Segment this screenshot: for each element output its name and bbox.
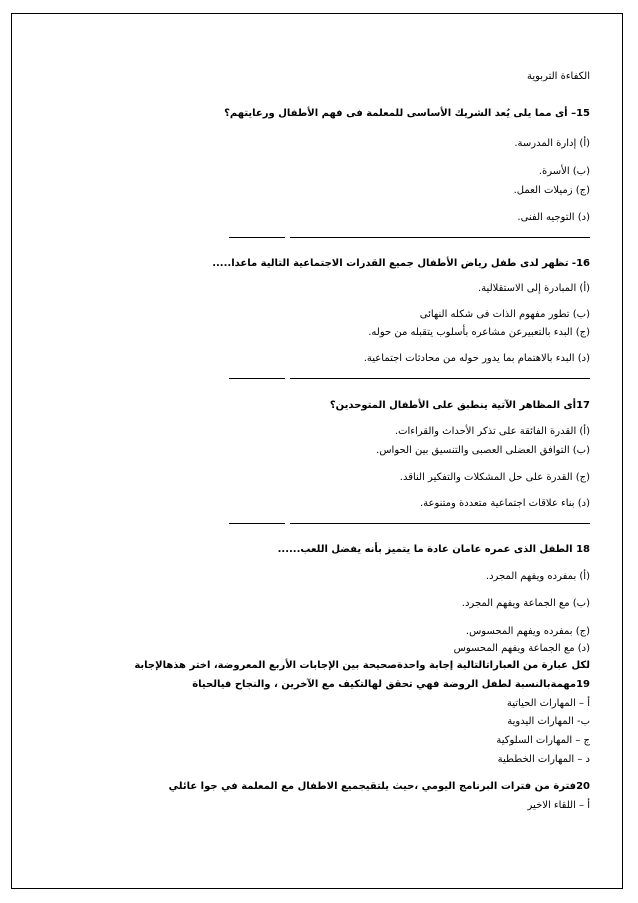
question-15-option-d: (د) التوجيه الفنى.	[517, 212, 590, 223]
question-18-option-b: (ب) مع الجماعة ويفهم المجرد.	[461, 598, 590, 609]
question-19-option-d: د – المهارات الخططية	[497, 754, 590, 765]
question-15-option-c: (ج) زميلات العمل.	[513, 185, 590, 196]
question-20-option-a: أ – اللقاء الاخير	[527, 800, 590, 811]
question-18-option-a: (أ) بمفرده ويفهم المجرد.	[485, 571, 590, 582]
question-15-option-a: (أ) إدارة المدرسة.	[514, 138, 590, 149]
question-18-option-d: (د) مع الجماعة ويفهم المحسوس	[453, 643, 590, 654]
document-header: الكفاءة التربوية	[526, 71, 590, 82]
question-17-option-b: (ب) التوافق العضلى العصبى والتنسيق بين الحواس.	[376, 445, 590, 456]
separator-line	[290, 378, 590, 379]
question-19-option-b: ب- المهارات اليدوية	[507, 716, 590, 727]
question-16-option-d: (د) البدء بالاهتمام بما يدور حوله من محادثات اجتماعية.	[363, 353, 590, 364]
question-16-option-a: (أ) المبادرة إلى الاستقلالية.	[478, 283, 590, 294]
document-body	[134, 71, 590, 871]
question-20-stem: 20فترة من فترات البرنامج اليومي ،حيث يلتقيجميع الاطفال مع المعلمة في جوا عائلي	[168, 781, 590, 792]
separator-line-short	[229, 523, 285, 524]
question-17-option-c: (ج) القدرة على حل المشكلات والتفكير الناقد.	[399, 472, 590, 483]
separator-line-short	[229, 237, 285, 238]
question-15-option-b: (ب) الأسرة.	[538, 166, 590, 177]
question-19-option-a: أ – المهارات الحياتية	[506, 698, 590, 709]
question-16-stem: 16- تظهر لدى طفل رياض الأطفال جميع القدرات الاجتماعية التالية ماعدا.....	[212, 258, 590, 269]
question-17-stem: 17أى المظاهر الآتية ينطبق على الأطفال المتوحدين؟	[329, 400, 590, 411]
question-19-stem: 19مهمةبالنسبة لطفل الروضة فهي تحقق لهالتكيف مع الآخرين ، والنجاح فيالحياة	[192, 679, 590, 690]
question-18-stem: 18 الطفل الذى عمره عامان عادة ما يتميز بأنه يفضل اللعب......	[277, 544, 590, 555]
separator-line-short	[229, 378, 285, 379]
question-18-option-c: (ج) بمفرده ويفهم المحسوس.	[465, 626, 590, 637]
question-17-option-d: (د) بناء علاقات اجتماعية متعددة ومتنوعة.	[419, 498, 590, 509]
question-19-option-c: ج – المهارات السلوكية	[496, 735, 590, 746]
question-16-option-b: (ب) تطور مفهوم الذات فى شكله النهائى	[419, 309, 590, 320]
separator-line	[290, 237, 590, 238]
question-16-option-c: (ج) البدء بالتعبيرعن مشاعره بأسلوب يتقبله من حوله.	[368, 327, 590, 338]
instruction-text: لكل عبارة من العباراتالتالية إجابة واحدةصحيحة بين الإجابات الأربع المعروضة، اختر هذهالإجابة	[134, 660, 590, 671]
question-17-option-a: (أ) القدرة الفائقة على تذكر الأحداث والقراءات.	[394, 426, 590, 437]
separator-line	[290, 523, 590, 524]
question-15-stem: 15– أى مما يلى يُعد الشريك الأساسى للمعلمة فى فهم الأطفال ورعايتهم؟	[224, 108, 590, 119]
